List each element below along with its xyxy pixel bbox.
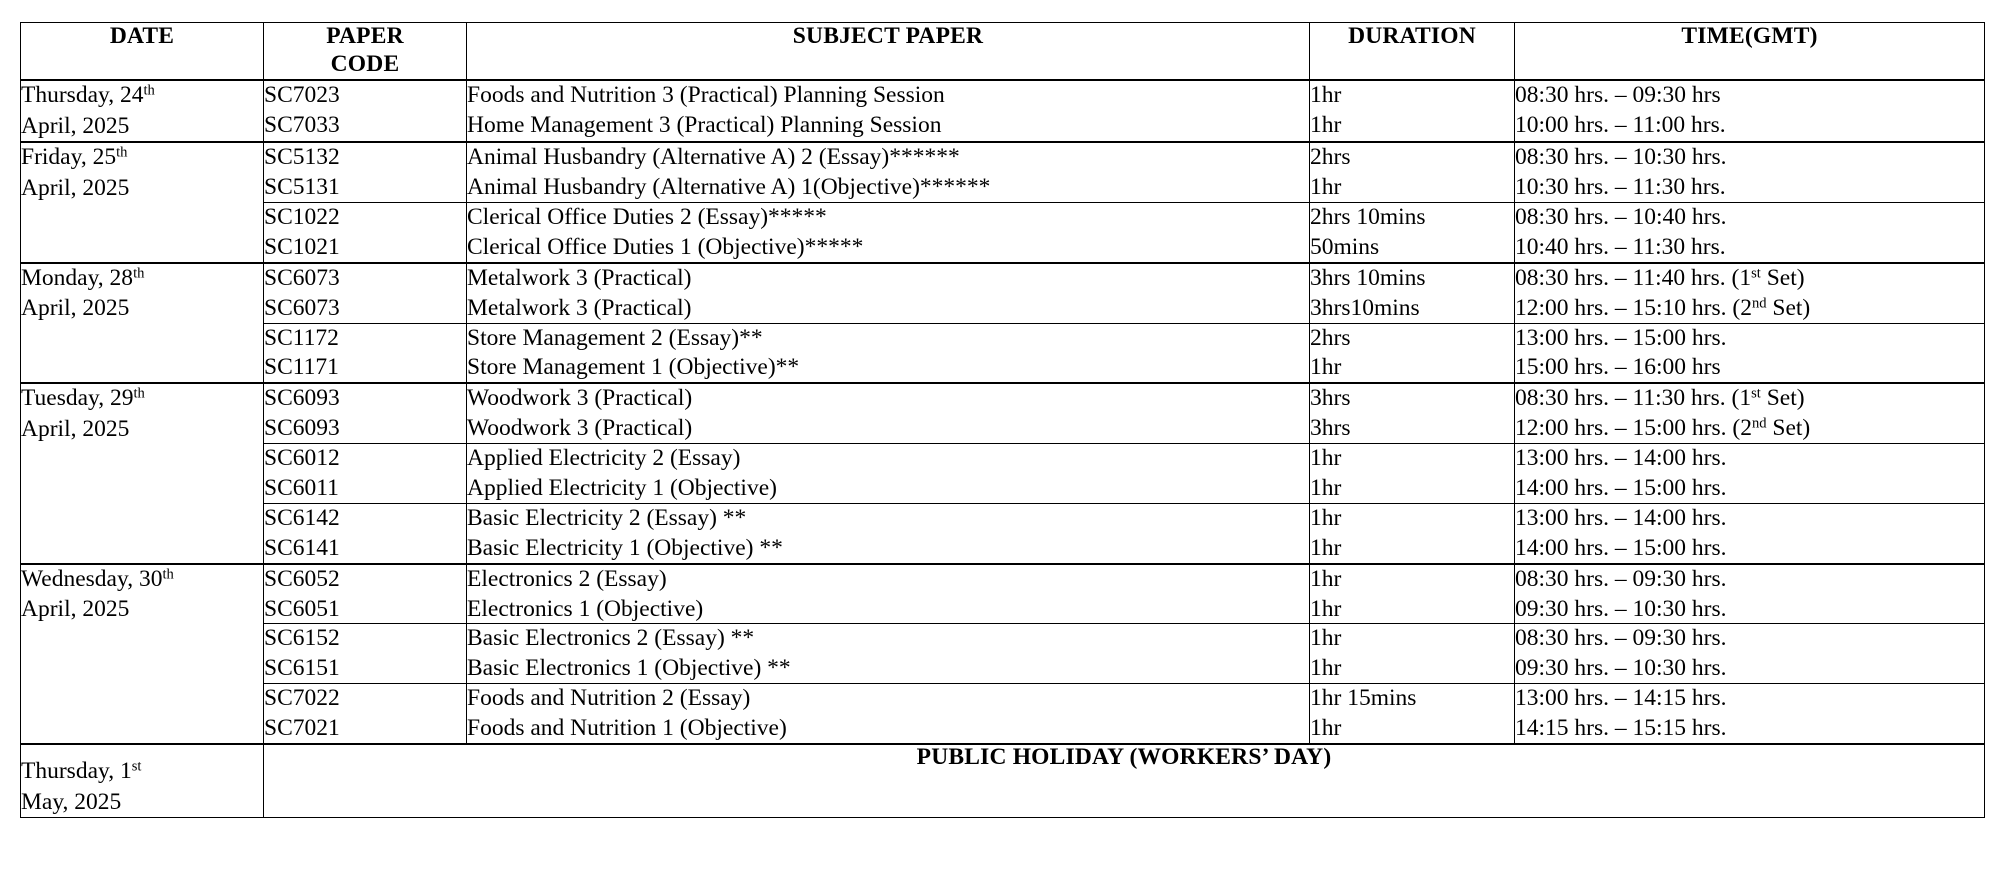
time-range: 13:00 hrs. – 14:00 hrs. <box>1515 445 1727 472</box>
time-range: 14:00 hrs. – 15:00 hrs. <box>1515 534 1727 561</box>
duration-cell <box>1310 142 1515 202</box>
paper-code: SC7023 <box>264 82 340 108</box>
duration-cell <box>1310 323 1515 383</box>
subject-paper-cell <box>467 503 1310 563</box>
table-row <box>21 684 1985 744</box>
date-text: Thursday, 24 <box>21 82 144 108</box>
duration-cell <box>1310 203 1515 263</box>
time-cell <box>1515 503 1985 563</box>
subject-paper: Metalwork 3 (Practical) <box>467 294 692 321</box>
table-row <box>21 624 1985 684</box>
time-range: 09:30 hrs. – 10:30 hrs. <box>1515 655 1727 682</box>
date-line-1 <box>21 384 263 414</box>
column-header-date: DATE <box>21 23 264 81</box>
time-range <box>1515 414 1984 443</box>
table-row-public-holiday <box>21 744 1985 818</box>
table-row <box>21 80 1985 142</box>
subject-paper: Basic Electronics 1 (Objective) ** <box>467 655 791 682</box>
duration: 1hr <box>1310 82 1342 108</box>
table-row <box>21 564 1985 624</box>
date-line-1 <box>21 143 263 173</box>
column-header-paper-code <box>264 23 467 81</box>
duration: 1hr <box>1310 475 1342 502</box>
subject-paper: Basic Electricity 2 (Essay) ** <box>467 504 747 531</box>
duration: 2hrs <box>1310 324 1351 351</box>
time-range: 08:30 hrs. – 09:30 hrs. <box>1515 625 1727 652</box>
duration-cell <box>1310 263 1515 323</box>
paper-code: SC6152 <box>264 625 340 652</box>
time-cell <box>1515 564 1985 624</box>
subject-paper: Animal Husbandry (Alternative A) 1(Objective)****** <box>467 174 991 201</box>
duration: 3hrs 10mins <box>1310 264 1426 291</box>
subject-paper-cell <box>467 80 1310 142</box>
paper-code-cell <box>264 203 467 263</box>
date-line-2: April, 2025 <box>21 112 130 139</box>
date-ordinal-suffix: st <box>131 758 142 775</box>
subject-paper: Metalwork 3 (Practical) <box>467 264 692 291</box>
subject-paper-cell <box>467 624 1310 684</box>
time-range: 08:30 hrs. – 09:30 hrs. <box>1515 565 1727 592</box>
paper-code-cell <box>264 564 467 624</box>
subject-paper-cell <box>467 564 1310 624</box>
public-holiday-label: PUBLIC HOLIDAY (WORKERS’ DAY) <box>264 744 1985 818</box>
table-row <box>21 203 1985 263</box>
paper-code: SC1171 <box>264 354 339 381</box>
date-ordinal-suffix: th <box>133 385 145 402</box>
paper-code-cell <box>264 503 467 563</box>
column-header-duration: DURATION <box>1310 23 1515 81</box>
subject-paper: Foods and Nutrition 1 (Objective) <box>467 715 787 742</box>
date-text: Tuesday, 29 <box>21 385 134 412</box>
duration: 1hr <box>1310 174 1342 201</box>
date-ordinal-suffix: th <box>133 265 145 282</box>
paper-code-cell <box>264 80 467 142</box>
paper-code-cell <box>264 263 467 323</box>
subject-paper: Animal Husbandry (Alternative A) 2 (Essay)****** <box>467 144 960 171</box>
subject-paper-cell <box>467 383 1310 443</box>
paper-code-cell <box>264 383 467 443</box>
date-cell-wednesday-30-april-2025 <box>21 564 264 744</box>
table-row <box>21 263 1985 323</box>
date-ordinal-suffix: th <box>162 566 174 583</box>
duration: 1hr <box>1310 625 1342 652</box>
set-ordinal-suffix: st <box>1751 265 1761 282</box>
header-row <box>21 23 1985 81</box>
date-text: Monday, 28 <box>21 264 134 291</box>
date-line-1 <box>21 264 263 294</box>
paper-code: SC5131 <box>264 174 340 201</box>
subject-paper: Basic Electronics 2 (Essay) ** <box>467 625 755 652</box>
paper-code: SC7033 <box>264 111 340 138</box>
subject-paper-cell <box>467 684 1310 744</box>
date-line-1 <box>21 565 263 595</box>
subject-paper: Store Management 1 (Objective)** <box>467 354 800 381</box>
set-label: Set) <box>1760 385 1805 412</box>
date-line-1 <box>21 81 263 111</box>
time-cell <box>1515 444 1985 504</box>
date-cell-thursday-1-may-2025 <box>21 744 264 818</box>
duration: 1hr <box>1310 534 1342 561</box>
duration: 1hr <box>1310 715 1342 742</box>
paper-code: SC6073 <box>264 264 340 291</box>
subject-paper-cell <box>467 444 1310 504</box>
time-range: 14:15 hrs. – 15:15 hrs. <box>1515 715 1727 742</box>
subject-paper-cell <box>467 263 1310 323</box>
duration: 1hr <box>1310 504 1342 531</box>
date-line-2: May, 2025 <box>21 788 122 815</box>
subject-paper: Electronics 1 (Objective) <box>467 595 704 622</box>
duration-cell <box>1310 503 1515 563</box>
paper-code: SC6093 <box>264 415 340 442</box>
duration-cell <box>1310 383 1515 443</box>
paper-code-cell <box>264 624 467 684</box>
time-range: 09:30 hrs. – 10:30 hrs. <box>1515 595 1727 622</box>
duration-cell <box>1310 444 1515 504</box>
subject-paper-cell <box>467 323 1310 383</box>
time-range <box>1515 264 1984 293</box>
date-line-2: April, 2025 <box>21 174 130 201</box>
duration-cell <box>1310 564 1515 624</box>
duration: 3hrs <box>1310 385 1351 412</box>
duration-cell <box>1310 80 1515 142</box>
table-row <box>21 503 1985 563</box>
time-cell <box>1515 80 1985 142</box>
duration-cell <box>1310 684 1515 744</box>
set-ordinal-suffix: nd <box>1751 295 1767 312</box>
time-range: 10:00 hrs. – 11:00 hrs. <box>1515 111 1726 138</box>
paper-code: SC6012 <box>264 445 340 472</box>
time-range: 13:00 hrs. – 14:00 hrs. <box>1515 504 1727 531</box>
paper-code: SC5132 <box>264 144 340 171</box>
date-ordinal-suffix: th <box>116 144 128 161</box>
paper-code-label-line1: PAPER <box>326 23 404 49</box>
subject-paper: Foods and Nutrition 2 (Essay) <box>467 685 751 712</box>
time-cell <box>1515 203 1985 263</box>
time-range: 10:30 hrs. – 11:30 hrs. <box>1515 174 1726 201</box>
time-cell <box>1515 323 1985 383</box>
time-cell <box>1515 263 1985 323</box>
time-cell <box>1515 624 1985 684</box>
paper-code: SC6141 <box>264 534 340 561</box>
table-row <box>21 323 1985 383</box>
paper-code: SC7022 <box>264 685 340 712</box>
exam-timetable <box>20 22 1985 818</box>
duration: 1hr <box>1310 655 1342 682</box>
time-cell <box>1515 142 1985 202</box>
time-text: 12:00 hrs. – 15:10 hrs. (2 <box>1515 294 1752 321</box>
duration: 1hr <box>1310 111 1342 138</box>
date-cell-tuesday-29-april-2025 <box>21 383 264 563</box>
paper-code-cell <box>264 142 467 202</box>
subject-paper-cell <box>467 142 1310 202</box>
time-text: 08:30 hrs. – 11:30 hrs. (1 <box>1515 385 1752 412</box>
duration: 3hrs10mins <box>1310 294 1420 321</box>
time-range: 10:40 hrs. – 11:30 hrs. <box>1515 233 1726 260</box>
duration: 1hr 15mins <box>1310 685 1417 712</box>
paper-code-label-line2: CODE <box>330 50 400 77</box>
set-ordinal-suffix: nd <box>1751 415 1767 432</box>
subject-paper-cell <box>467 203 1310 263</box>
paper-code: SC6151 <box>264 655 340 682</box>
date-text: Thursday, 1 <box>21 758 132 785</box>
subject-paper: Home Management 3 (Practical) Planning Session <box>467 111 942 138</box>
table-row <box>21 383 1985 443</box>
date-cell-monday-28-april-2025 <box>21 263 264 384</box>
table-row <box>21 444 1985 504</box>
paper-code: SC6052 <box>264 565 340 592</box>
subject-paper: Applied Electricity 2 (Essay) <box>467 445 741 472</box>
set-label: Set) <box>1766 294 1811 321</box>
paper-code-cell <box>264 323 467 383</box>
time-range: 08:30 hrs. – 10:40 hrs. <box>1515 204 1727 230</box>
duration: 2hrs <box>1310 144 1351 171</box>
paper-code: SC6142 <box>264 504 340 531</box>
duration: 2hrs 10mins <box>1310 204 1426 230</box>
paper-code-cell <box>264 444 467 504</box>
paper-code: SC6093 <box>264 385 340 412</box>
duration: 1hr <box>1310 354 1342 381</box>
paper-code: SC6073 <box>264 294 340 321</box>
subject-paper: Woodwork 3 (Practical) <box>467 415 693 442</box>
subject-paper: Clerical Office Duties 1 (Objective)***** <box>467 233 864 260</box>
time-text: 12:00 hrs. – 15:00 hrs. (2 <box>1515 415 1752 442</box>
date-line-1 <box>21 757 263 787</box>
paper-code: SC1021 <box>264 233 340 260</box>
table-body <box>21 80 1985 818</box>
date-cell-friday-25-april-2025 <box>21 142 264 263</box>
column-header-time: TIME(GMT) <box>1515 23 1985 81</box>
subject-paper: Store Management 2 (Essay)** <box>467 324 763 351</box>
time-cell <box>1515 684 1985 744</box>
time-range: 13:00 hrs. – 15:00 hrs. <box>1515 324 1727 351</box>
time-range: 13:00 hrs. – 14:15 hrs. <box>1515 685 1727 712</box>
time-text: 08:30 hrs. – 11:40 hrs. (1 <box>1515 264 1752 291</box>
subject-paper: Basic Electricity 1 (Objective) ** <box>467 534 783 561</box>
subject-paper: Woodwork 3 (Practical) <box>467 385 693 412</box>
paper-code-cell <box>264 684 467 744</box>
paper-code: SC6051 <box>264 595 340 622</box>
subject-paper: Applied Electricity 1 (Objective) <box>467 475 777 502</box>
paper-code: SC1172 <box>264 324 339 351</box>
set-label: Set) <box>1766 415 1811 442</box>
date-ordinal-suffix: th <box>143 82 155 99</box>
table-header <box>21 23 1985 81</box>
date-line-2: April, 2025 <box>21 415 130 442</box>
time-range: 08:30 hrs. – 09:30 hrs <box>1515 82 1721 108</box>
paper-code: SC1022 <box>264 204 340 230</box>
duration-cell <box>1310 624 1515 684</box>
date-line-2: April, 2025 <box>21 295 130 322</box>
time-cell <box>1515 383 1985 443</box>
table-row <box>21 142 1985 202</box>
duration: 1hr <box>1310 565 1342 592</box>
duration: 1hr <box>1310 445 1342 472</box>
time-range: 15:00 hrs. – 16:00 hrs <box>1515 354 1721 381</box>
time-range <box>1515 384 1984 413</box>
time-range <box>1515 294 1984 323</box>
set-ordinal-suffix: st <box>1751 385 1761 402</box>
date-line-2: April, 2025 <box>21 596 130 623</box>
date-cell-thursday-24-april-2025 <box>21 80 264 142</box>
time-range: 08:30 hrs. – 10:30 hrs. <box>1515 144 1727 171</box>
paper-code: SC7021 <box>264 715 340 742</box>
subject-paper: Clerical Office Duties 2 (Essay)***** <box>467 204 827 230</box>
duration: 1hr <box>1310 595 1342 622</box>
subject-paper: Foods and Nutrition 3 (Practical) Planning Session <box>467 82 945 108</box>
paper-code: SC6011 <box>264 475 339 502</box>
subject-paper: Electronics 2 (Essay) <box>467 565 667 592</box>
column-header-subject-paper: SUBJECT PAPER <box>467 23 1310 81</box>
date-text: Wednesday, 30 <box>21 565 163 592</box>
duration: 50mins <box>1310 233 1380 260</box>
time-range: 14:00 hrs. – 15:00 hrs. <box>1515 475 1727 502</box>
date-text: Friday, 25 <box>21 144 117 171</box>
set-label: Set) <box>1760 264 1805 291</box>
duration: 3hrs <box>1310 415 1351 442</box>
